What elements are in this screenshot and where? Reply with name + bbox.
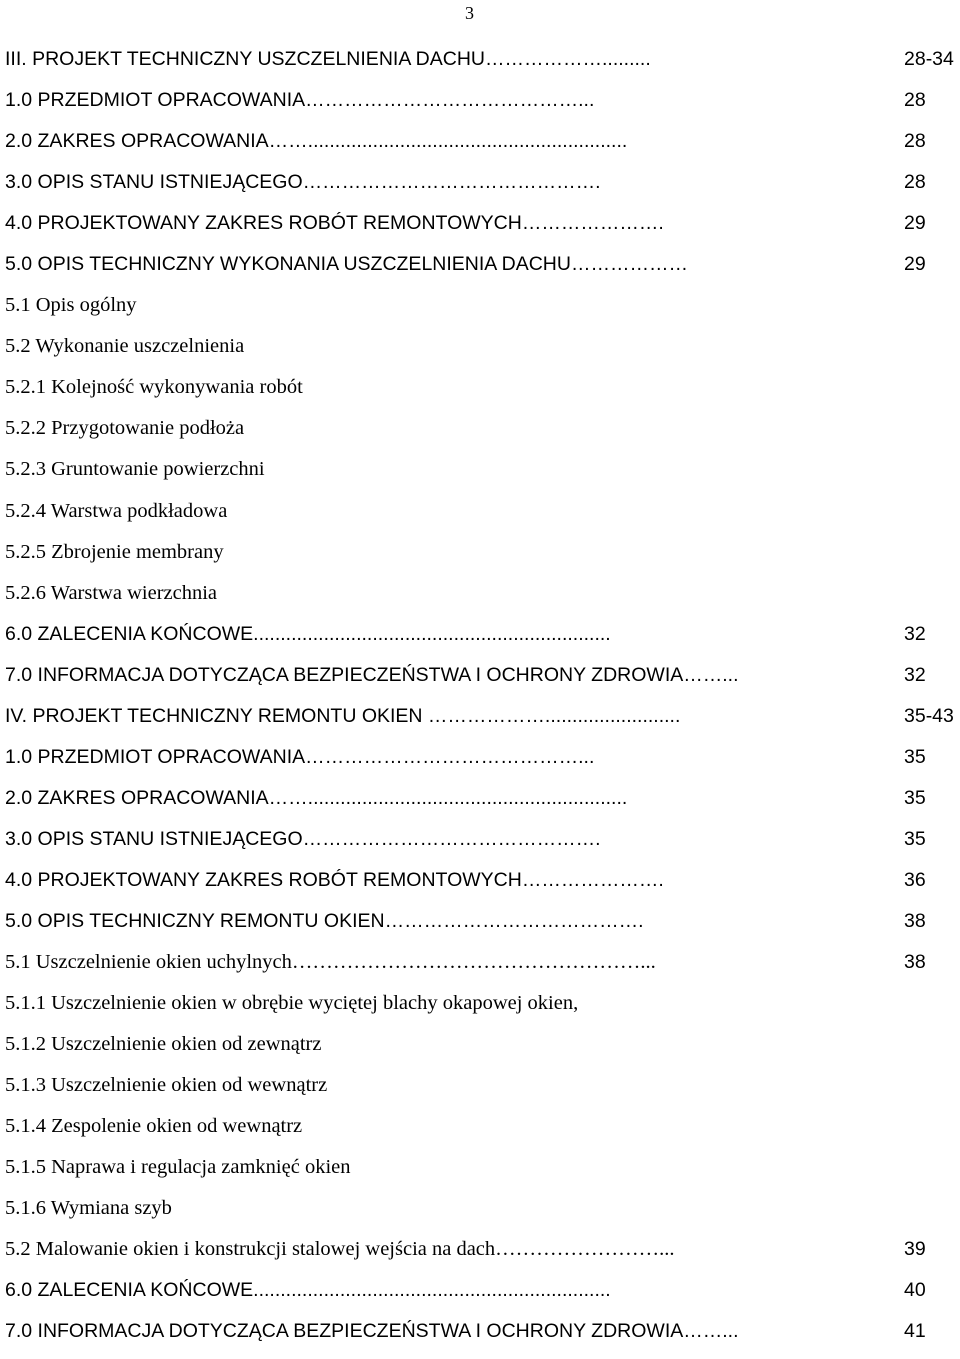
toc-entry — [5, 250, 960, 291]
toc-entry — [5, 373, 960, 414]
toc-entry-page: 32 — [904, 622, 926, 645]
toc-entry — [5, 209, 960, 250]
toc-entry-title: 5.2.6 Warstwa wierzchnia — [5, 581, 218, 604]
toc-entry — [5, 455, 960, 496]
toc-entry-title: 5.2.3 Gruntowanie powierzchni — [5, 458, 265, 481]
toc-entry — [5, 661, 960, 702]
toc-entry — [5, 1112, 960, 1153]
toc-entry-title: 7.0 INFORMACJA DOTYCZĄCA BEZPIECZEŃSTWA I OCHRONY ZDROWIA……... — [5, 663, 739, 686]
toc-entry-title: 4.0 PROJEKTOWANY ZAKRES ROBÓT REMONTOWYCH…………………. — [5, 868, 664, 891]
toc-entry-page: 29 — [904, 253, 926, 276]
toc-entry-page: 32 — [904, 663, 926, 686]
toc-entry-title: 5.2.2 Przygotowanie podłoża — [5, 417, 245, 440]
toc-entry — [5, 866, 960, 907]
toc-entry — [5, 579, 960, 620]
toc-entry — [5, 702, 960, 743]
toc-entry-title: 5.0 OPIS TECHNICZNY WYKONANIA USZCZELNIENIA DACHU……………… — [5, 253, 688, 276]
toc-entry-page: 28 — [904, 89, 926, 112]
toc-entry-title: 7.0 INFORMACJA DOTYCZĄCA BEZPIECZEŃSTWA I OCHRONY ZDROWIA……... — [5, 1320, 739, 1343]
toc-entry-title: 6.0 ZALECENIA KOŃCOWE.................................................................. — [5, 622, 611, 645]
toc-entry-title: 5.1.3 Uszczelnienie okien od wewnątrz — [5, 1074, 328, 1097]
toc-entry-page: 28 — [904, 171, 926, 194]
toc-entry-page: 38 — [904, 951, 926, 974]
toc-entry-page: 28 — [904, 130, 926, 153]
toc-entry-title: 5.0 OPIS TECHNICZNY REMONTU OKIEN…………………………………. — [5, 909, 644, 932]
toc-entry-title: 5.1.1 Uszczelnienie okien w obrębie wyciętej blachy okapowej okien, — [5, 992, 579, 1015]
toc-entry-page: 35-43 — [904, 704, 954, 727]
table-of-contents — [5, 45, 960, 1359]
toc-entry-title: 5.2 Wykonanie uszczelnienia — [5, 335, 245, 358]
toc-entry-page: 36 — [904, 868, 926, 891]
toc-entry-title: 5.1.6 Wymiana szyb — [5, 1197, 172, 1220]
toc-entry — [5, 1194, 960, 1235]
toc-entry — [5, 127, 960, 168]
toc-entry-page: 40 — [904, 1279, 926, 1302]
toc-entry-title: 5.1 Uszczelnienie okien uchylnych……………………………………………... — [5, 951, 656, 974]
toc-entry-title: 6.0 ZALECENIA KOŃCOWE.................................................................. — [5, 1279, 611, 1302]
toc-entry-title: 1.0 PRZEDMIOT OPRACOWANIA……………………………………... — [5, 89, 595, 112]
toc-entry-title: 5.2.4 Warstwa podkładowa — [5, 499, 228, 522]
toc-entry — [5, 1317, 960, 1358]
toc-entry-page: 29 — [904, 212, 926, 235]
toc-entry-page: 35 — [904, 745, 926, 768]
toc-entry — [5, 168, 960, 209]
toc-entry-title: 5.2.1 Kolejność wykonywania robót — [5, 376, 303, 399]
toc-entry — [5, 825, 960, 866]
toc-entry-title: 5.1.2 Uszczelnienie okien od zewnątrz — [5, 1033, 322, 1056]
toc-entry-title: 4.0 PROJEKTOWANY ZAKRES ROBÓT REMONTOWYCH…………………. — [5, 212, 664, 235]
toc-entry — [5, 1030, 960, 1071]
toc-entry-title: 1.0 PRZEDMIOT OPRACOWANIA……………………………………... — [5, 745, 595, 768]
toc-entry-title: 5.1.5 Naprawa i regulacja zamknięć okien — [5, 1156, 351, 1179]
toc-entry — [5, 1071, 960, 1112]
toc-entry-page: 35 — [904, 827, 926, 850]
toc-entry-page: 39 — [904, 1238, 926, 1261]
toc-entry-title: 3.0 OPIS STANU ISTNIEJĄCEGO………………………………………. — [5, 827, 601, 850]
toc-entry — [5, 1276, 960, 1317]
toc-entry — [5, 291, 960, 332]
toc-entry-title: 3.0 OPIS STANU ISTNIEJĄCEGO………………………………………. — [5, 171, 601, 194]
toc-entry-page: 35 — [904, 786, 926, 809]
toc-entry-page: 38 — [904, 909, 926, 932]
toc-entry — [5, 907, 960, 948]
toc-entry — [5, 1235, 960, 1276]
toc-entry-title: 2.0 ZAKRES OPRACOWANIA……........................................................... — [5, 130, 628, 153]
toc-entry — [5, 45, 960, 86]
toc-entry-title: 5.1 Opis ogólny — [5, 294, 137, 317]
toc-entry-title: IV. PROJEKT TECHNICZNY REMONTU OKIEN ………………......................... — [5, 704, 681, 727]
toc-entry-title: 2.0 ZAKRES OPRACOWANIA……........................................................... — [5, 786, 628, 809]
toc-entry — [5, 620, 960, 661]
toc-entry — [5, 743, 960, 784]
toc-entry — [5, 497, 960, 538]
toc-entry — [5, 989, 960, 1030]
toc-entry — [5, 538, 960, 579]
toc-entry — [5, 784, 960, 825]
toc-entry — [5, 948, 960, 989]
toc-entry-title: 5.2 Malowanie okien i konstrukcji stalowej wejścia na dach……………………... — [5, 1238, 675, 1261]
toc-entry-title: 5.1.4 Zespolenie okien od wewnątrz — [5, 1115, 303, 1138]
toc-entry — [5, 414, 960, 455]
toc-entry — [5, 1153, 960, 1194]
toc-entry-page: 41 — [904, 1320, 926, 1343]
toc-entry — [5, 332, 960, 373]
page-number: 3 — [465, 3, 474, 23]
toc-entry-page: 28-34 — [904, 48, 954, 70]
toc-entry — [5, 86, 960, 127]
toc-entry-title: 5.2.5 Zbrojenie membrany — [5, 540, 224, 563]
toc-entry-title: III. PROJEKT TECHNICZNY USZCZELNIENIA DACHU………………......... — [5, 48, 651, 70]
